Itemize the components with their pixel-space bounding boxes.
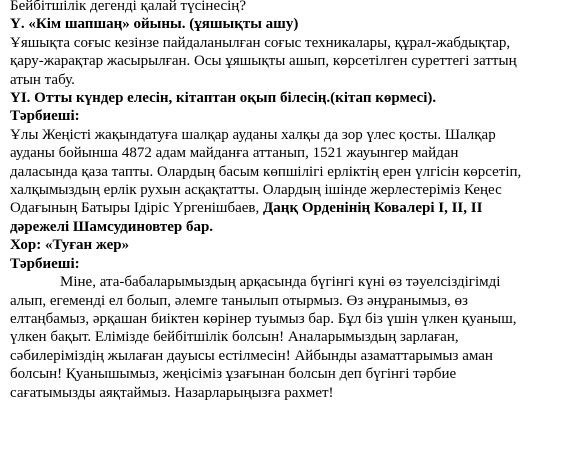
text-line: даласында қаза тапты. Олардың басым көпшілігі ерліктің ерен үлгісін көрсетіп, [10,163,522,180]
text-line: болсын! Қуанышымыз, жеңісіміз ұзағынан болсын деп бүгінгі тәрбие [10,366,457,383]
text-line: Ұлы Жеңісті жақындатуға шалқар ауданы халқы да зор үлес қосты. Шалқар [10,126,496,143]
heading-choir-tugan-zher: Хор: «Туған жер» [10,237,130,254]
text-line: алып, егеменді ел болып, әлемге танылып отырмыз. Өз әнұранымыз, өз [10,292,468,309]
text-line: атын табу. [10,71,75,88]
text-line: сағатымызды аяқтаймыз. Назарларыңызға рахмет! [10,384,334,401]
heading-game-kim-shapshan: Ү. «Кім шапшаң» ойыны. (ұяшықты ашу) [10,16,299,33]
text-line-bold: дәрежелі Шамсудиновтер бар. [10,218,214,235]
document-page [10,0,562,402]
text-span-bold: Даңқ Орденінің Ковалері І, ІІ, ІІ [259,200,483,217]
text-line: үлкен бақыт. Елімізде бейбітшілік болсын! Аналарымыздың зарлаған, [10,329,459,346]
text-line: халқымыздың ерлік рухын асқақтатты. Олардың ішінде жерлестеріміз Кеңес [10,182,502,199]
text-line: елтаңбамыз, әрқашан биіктен көрінер туымыз бар. Бұл біз үшін үлкен қуаныш, [10,310,517,327]
text-line-mixed [10,199,562,217]
text-span: Одағының Батыры Ідіріс Үргенішбаев, [10,200,260,217]
text-line: қару-жарақтар жасырылған. Осы ұяшықты ашып, көрсетілген суреттегі заттың [10,53,517,70]
text-line-indented: Міне, ата-бабаларымыздың арқасында бүгінгі күні өз тәуелсіздігімді [60,274,501,291]
text-line: Ұяшықта соғыс кезінзе пайдаланылған соғыс техникалары, құрал-жабдықтар, [10,34,511,51]
speaker-label-teacher: Тәрбиеші: [10,108,80,125]
text-line-question: Бейбітшілік дегенді қалай түсінесің? [10,0,246,14]
heading-book-exhibition: ҮІ. Отты күндер елесін, кітаптан оқып білесің.(кітап көрмесі). [10,90,437,107]
text-line: сәбилеріміздің жылаған дауысы естілмесін! Айбынды азаматтарымыз аман [10,347,493,364]
text-line: ауданы бойынша 4872 адам майданға аттанып, 1521 жауынгер майдан [10,145,459,162]
speaker-label-teacher: Тәрбиеші: [10,255,80,272]
